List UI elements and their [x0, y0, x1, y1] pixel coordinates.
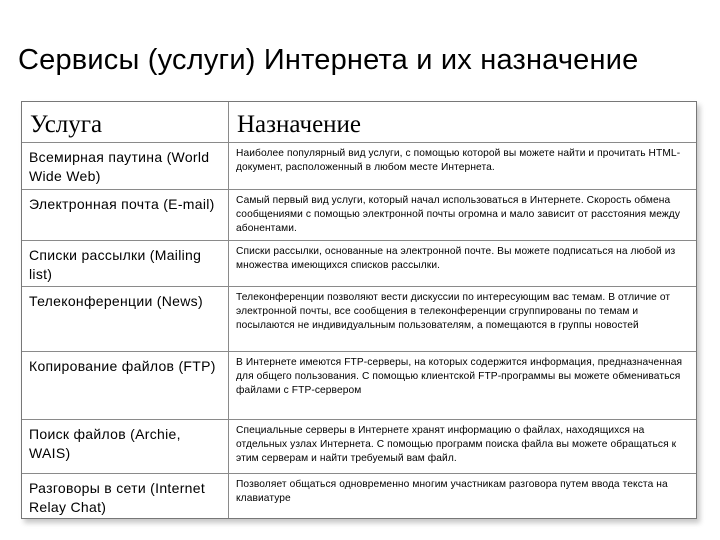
slide-title: Сервисы (услуги) Интернета и их назначение — [18, 44, 639, 76]
table-row — [22, 352, 696, 420]
service-name: Копирование файлов (FTP) — [22, 352, 229, 419]
service-name: Поиск файлов (Archie, WAIS) — [22, 420, 229, 473]
table-row — [22, 143, 696, 190]
service-purpose: Самый первый вид услуги, который начал использоваться в Интернете. Скорость обмена сообщениями с помощью электронной почты огромна и мало зависит от расстояния между абонентами. — [236, 195, 681, 234]
service-name: Списки рассылки (Mailing list) — [22, 241, 229, 286]
service-purpose: Телеконференции позволяют вести дискуссии по интересующим вас темам. В отличие от электронной почты, все сообщения в телеконференции сгруппированы по темам и посылаются не индивидуальным пользователям, а помещаются в группы новостей — [236, 292, 671, 331]
table-row — [22, 474, 696, 519]
service-name: Всемирная паутина (World Wide Web) — [22, 143, 229, 189]
services-table — [21, 101, 697, 519]
service-purpose: В Интернете имеются FTP-серверы, на которых содержится информация, предназначенная для общего пользования. С помощью клиентской FTP-программы вы можете обмениваться файлами с FTP-сервером — [236, 357, 683, 396]
service-purpose: Специальные серверы в Интернете хранят информацию о файлах, находящихся на отдельных узлах Интернета. С помощью программ поиска файла вы можете обращаться к этим серверам и найти требуемый вам файл. — [236, 425, 677, 464]
service-purpose: Списки рассылки, основанные на электронной почте. Вы можете подписаться на любой из множества имеющихся списков рассылки. — [236, 246, 676, 271]
service-name: Телеконференции (News) — [22, 287, 229, 351]
service-name: Разговоры в сети (Internet Relay Chat) — [22, 474, 229, 519]
service-purpose: Наиболее популярный вид услуги, с помощью которой вы можете найти и прочитать HTML-документ, расположенный в любом месте Интернета. — [236, 148, 681, 173]
table-row — [22, 241, 696, 287]
table-header-row — [22, 102, 696, 143]
header-service: Услуга — [22, 102, 229, 142]
table-row — [22, 190, 696, 241]
table-row — [22, 420, 696, 474]
header-purpose: Назначение — [237, 111, 362, 138]
service-purpose: Позволяет общаться одновременно многим участникам разговора путем ввода текста на клавиатуре — [236, 479, 668, 504]
table-row — [22, 287, 696, 352]
service-name: Электронная почта (E-mail) — [22, 190, 229, 240]
